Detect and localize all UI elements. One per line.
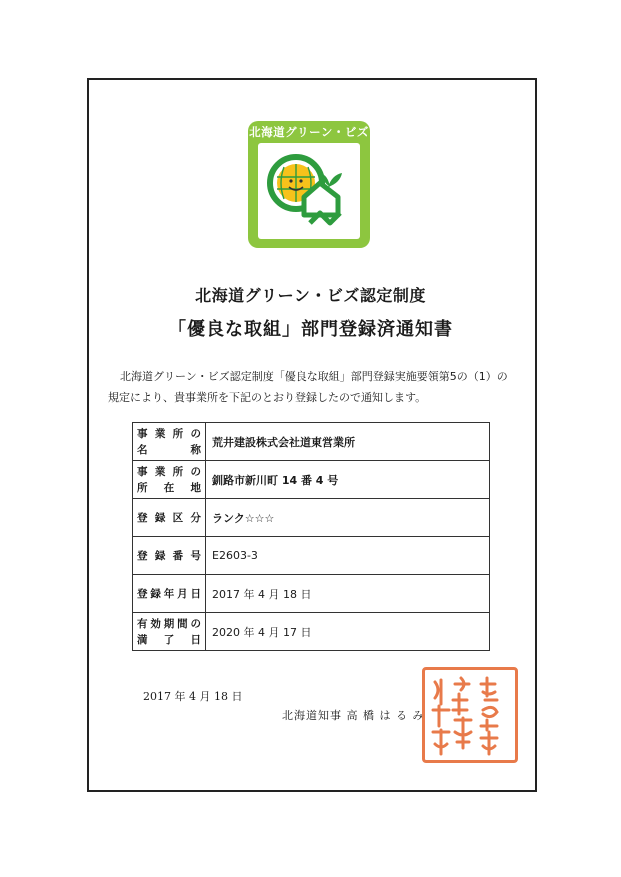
registration-rank-value: ランク☆☆☆	[206, 499, 490, 537]
row-label-line: 有効期間の	[137, 617, 201, 630]
table-row	[133, 575, 490, 613]
table-row	[133, 537, 490, 575]
globe-house-icon	[258, 143, 360, 239]
notice-line-2: 規定により、貴事業所を下記のとおり登録したので通知します。	[108, 391, 427, 404]
office-address-value: 釧路市新川町 14 番 4 号	[206, 461, 490, 499]
row-label	[133, 423, 206, 461]
table-row	[133, 613, 490, 651]
table-row	[133, 499, 490, 537]
row-label-line: 登 録 区 分	[137, 511, 201, 524]
row-label-line: 名 称	[137, 443, 201, 456]
row-label-line: 登録年月日	[137, 587, 201, 600]
row-label-line: 所 在 地	[137, 481, 201, 494]
governor-signature: 北海道知事 高 橋 は る み	[282, 709, 425, 722]
document-title: 北海道グリーン・ビズ認定制度	[195, 286, 426, 305]
notice-line-1: 北海道グリーン・ビズ認定制度「優良な取組」部門登録実施要領第5の（1）の	[120, 370, 508, 383]
row-label-line: 満 了 日	[137, 633, 201, 646]
registration-number-value: E2603-3	[206, 537, 490, 575]
registration-table	[132, 422, 490, 651]
official-seal-stamp	[422, 667, 518, 763]
logo-title: 北海道グリーン・ビズ	[249, 125, 369, 139]
issue-date: 2017 年 4 月 18 日	[143, 690, 243, 703]
green-biz-logo	[248, 121, 370, 248]
row-label-line: 事 業 所 の	[137, 465, 201, 478]
office-name-value: 荒井建設株式会社道東営業所	[206, 423, 490, 461]
notice-text	[108, 366, 515, 408]
document-subtitle: 「優良な取組」部門登録済通知書	[168, 319, 453, 340]
registration-date-value: 2017 年 4 月 18 日	[206, 575, 490, 613]
row-label	[133, 537, 206, 575]
row-label-line: 登 録 番 号	[137, 549, 201, 562]
row-label-line: 事 業 所 の	[137, 427, 201, 440]
table-row	[133, 461, 490, 499]
row-label	[133, 461, 206, 499]
row-label	[133, 575, 206, 613]
seal-glyphs	[425, 670, 515, 760]
row-label	[133, 499, 206, 537]
row-label	[133, 613, 206, 651]
table-row	[133, 423, 490, 461]
expiry-date-value: 2020 年 4 月 17 日	[206, 613, 490, 651]
